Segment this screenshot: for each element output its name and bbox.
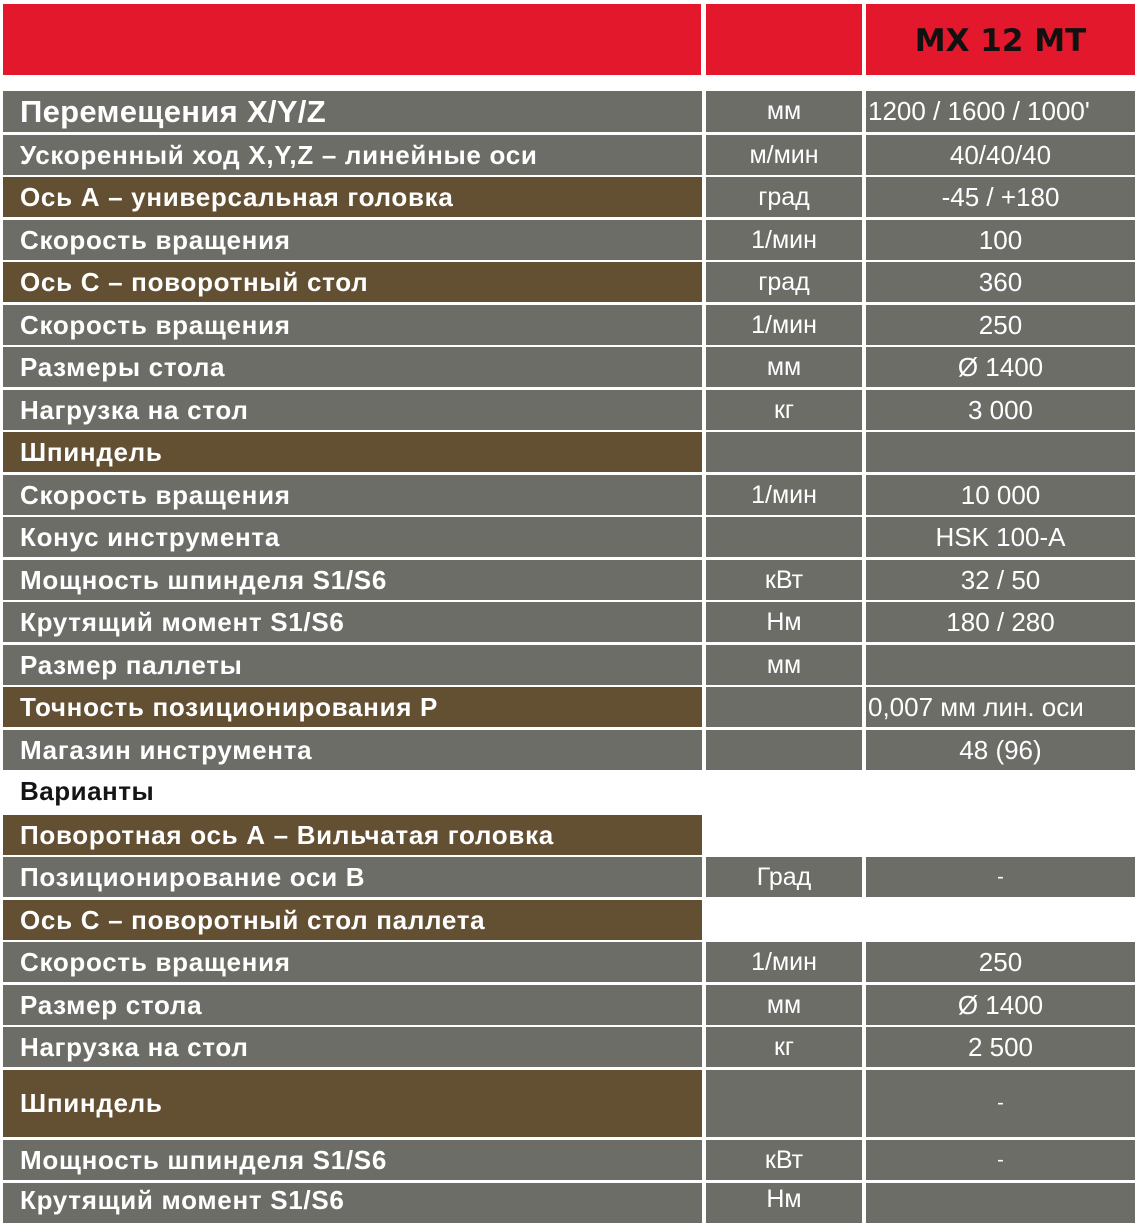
spec-unit: 1/мин [706, 220, 862, 260]
spec-row-axis-a-speed [0, 220, 1135, 260]
spec-row-positioning-accuracy [0, 687, 1135, 727]
spec-label: Мощность шпинделя S1/S6 [3, 560, 702, 600]
options-section-title: Варианты [20, 776, 155, 806]
header-bar-unit-column [706, 4, 862, 75]
spec-unit [706, 1070, 862, 1137]
spec-label: Ускоренный ход X,Y,Z – линейные оси [3, 135, 702, 175]
spec-unit: мм [706, 347, 862, 387]
spec-row-tool-magazine [0, 730, 1135, 770]
spec-label: Нагрузка на стол [3, 1027, 702, 1067]
spec-value [866, 1183, 1135, 1223]
spec-value: - [866, 857, 1135, 897]
spec-label: Крутящий момент S1/S6 [3, 1183, 702, 1223]
option-row-pallet-table [0, 900, 1135, 940]
spec-label: Позиционирование оси В [3, 857, 702, 897]
spec-unit: м/мин [706, 135, 862, 175]
spec-label: Скорость вращения [3, 220, 702, 260]
spec-unit [706, 432, 862, 472]
spec-label: Ось С – поворотный стол [3, 262, 702, 302]
spec-row-table-load [0, 390, 1135, 430]
spec-label: Крутящий момент S1/S6 [3, 602, 702, 642]
option-row-spindle-power [0, 1140, 1135, 1180]
spec-unit: 1/мин [706, 475, 862, 515]
spec-label: Шпиндель [3, 1070, 702, 1137]
option-row-torque [0, 1183, 1135, 1223]
spec-value: 2 500 [866, 1027, 1135, 1067]
spec-unit: кВт [706, 560, 862, 600]
spec-label: Ось А – универсальная головка [3, 177, 702, 217]
spec-label: Скорость вращения [3, 942, 702, 982]
spec-row-rapid-traverse [0, 135, 1135, 175]
spec-label: Перемещения X/Y/Z [3, 91, 702, 132]
spec-unit: Град [706, 857, 862, 897]
spec-value [866, 645, 1135, 685]
spec-label: Поворотная ось А – Вильчатая головка [3, 815, 702, 855]
spec-row-spindle [0, 432, 1135, 472]
spec-value: 48 (96) [866, 730, 1135, 770]
spec-unit [706, 730, 862, 770]
spec-row-table-size [0, 347, 1135, 387]
spec-unit: град [706, 262, 862, 302]
spec-unit: мм [706, 91, 862, 132]
spec-value: 100 [866, 220, 1135, 260]
spec-value: 3 000 [866, 390, 1135, 430]
spec-label: Ось С – поворотный стол паллета [3, 900, 702, 940]
spec-row-spindle-power [0, 560, 1135, 600]
spec-row-tool-taper [0, 517, 1135, 557]
spec-label: Нагрузка на стол [3, 390, 702, 430]
option-row-table-size [0, 985, 1135, 1025]
option-row-spindle [0, 1070, 1135, 1137]
spec-value: HSK 100-A [866, 517, 1135, 557]
spec-label: Конус инструмента [3, 517, 702, 557]
spec-label: Мощность шпинделя S1/S6 [3, 1140, 702, 1180]
model-name: MX 12 MT [866, 4, 1135, 75]
spec-unit: мм [706, 645, 862, 685]
spec-unit: Нм [706, 1183, 862, 1223]
spec-value: - [866, 1140, 1135, 1180]
spec-value: 180 / 280 [866, 602, 1135, 642]
spec-value: 360 [866, 262, 1135, 302]
spec-unit [706, 687, 862, 727]
spec-unit: кг [706, 390, 862, 430]
spec-value: 1200 / 1600 / 1000' [866, 91, 1135, 132]
spec-label: Магазин инструмента [3, 730, 702, 770]
spec-value: - [866, 1070, 1135, 1137]
option-row-axis-b-positioning [0, 857, 1135, 897]
spec-label: Скорость вращения [3, 305, 702, 345]
spec-value: 32 / 50 [866, 560, 1135, 600]
spec-row-travel [0, 91, 1135, 132]
spec-value: 10 000 [866, 475, 1135, 515]
spec-unit: 1/мин [706, 942, 862, 982]
spec-row-axis-c [0, 262, 1135, 302]
spec-label: Размер стола [3, 985, 702, 1025]
spec-value [866, 432, 1135, 472]
spec-unit [706, 517, 862, 557]
spec-value: 40/40/40 [866, 135, 1135, 175]
spec-row-spindle-speed [0, 475, 1135, 515]
spec-row-axis-c-speed [0, 305, 1135, 345]
spec-unit: мм [706, 985, 862, 1025]
spec-value: 250 [866, 942, 1135, 982]
spec-unit: град [706, 177, 862, 217]
spec-value: Ø 1400 [866, 985, 1135, 1025]
spec-label: Точность позиционирования Р [3, 687, 702, 727]
spec-value: 0,007 мм лин. оси [866, 687, 1135, 727]
spec-label: Скорость вращения [3, 475, 702, 515]
spec-unit: Нм [706, 602, 862, 642]
spec-row-pallet-size [0, 645, 1135, 685]
spec-row-torque [0, 602, 1135, 642]
spec-unit: кг [706, 1027, 862, 1067]
spec-unit: 1/мин [706, 305, 862, 345]
spec-value: -45 / +180 [866, 177, 1135, 217]
option-row-table-speed [0, 942, 1135, 982]
spec-label: Размер паллеты [3, 645, 702, 685]
spec-label: Размеры стола [3, 347, 702, 387]
spec-value: 250 [866, 305, 1135, 345]
option-row-fork-head [0, 815, 1135, 855]
spec-value: Ø 1400 [866, 347, 1135, 387]
spec-row-axis-a [0, 177, 1135, 217]
header-bar-label-column [3, 4, 701, 75]
spec-label: Шпиндель [3, 432, 702, 472]
option-row-table-load [0, 1027, 1135, 1067]
spec-unit: кВт [706, 1140, 862, 1180]
